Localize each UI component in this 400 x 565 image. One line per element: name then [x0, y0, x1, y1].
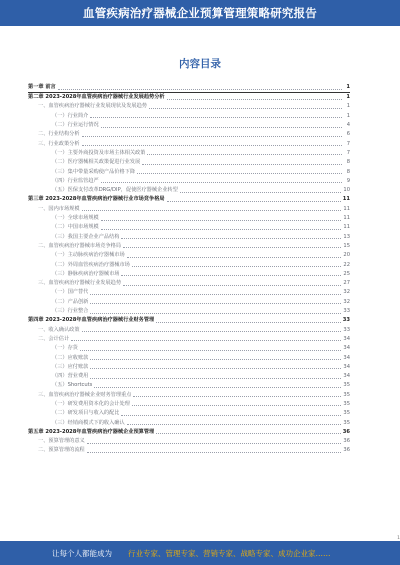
toc-entry[interactable] [28, 195, 350, 204]
footer-roles: 行业专家、管理专家、营销专家、战略专家、成功企业家…… [128, 548, 331, 558]
toc-entry[interactable] [28, 232, 350, 241]
toc-entry-title: （五）医保支付改革DRG/DIP，促使医疗器械企业转型 [52, 187, 178, 194]
toc-entry-page: 35 [343, 391, 350, 398]
toc-entry-page: 7 [346, 140, 350, 147]
toc-entry-title: （五）Shortcuts [52, 382, 93, 389]
toc-leader-dots [90, 117, 342, 118]
toc-leader-dots [87, 443, 342, 444]
toc-entry[interactable] [28, 279, 350, 288]
toc-entry-title: （一）主要外商投资及市场主体相关政策 [52, 149, 146, 156]
toc-leader-dots [149, 108, 342, 109]
toc-entry-page: 1 [346, 112, 350, 119]
toc-entry-page: 11 [343, 215, 350, 222]
toc-leader-dots [147, 154, 342, 155]
toc-entry-title: 第三章 2023-2028年血管疾病治疗器械行业市场竞争格局 [28, 196, 165, 203]
toc-leader-dots [90, 359, 341, 360]
toc-entry[interactable] [28, 251, 350, 260]
toc-entry-title: （一）国产替代 [52, 289, 89, 296]
toc-leader-dots [101, 127, 342, 128]
toc-leader-dots [82, 145, 342, 146]
toc-entry-title: （一）主动脉疾病治疗器械市场 [52, 252, 125, 259]
toc-entry[interactable] [28, 297, 350, 306]
toc-leader-dots [133, 396, 341, 397]
toc-leader-dots [90, 313, 341, 314]
toc-entry-title: 二、行业结构分析 [38, 131, 80, 138]
toc-leader-dots [132, 405, 342, 406]
toc-leader-dots [90, 378, 341, 379]
toc-entry-page: 22 [343, 261, 350, 268]
toc-entry-title: 二、会计估计 [38, 335, 70, 342]
toc-entry-title: （二）医疗器械相关政策促进行业发展 [52, 159, 141, 166]
toc-leader-dots [123, 285, 341, 286]
toc-entry[interactable] [28, 149, 350, 158]
footer-slogan: 让每个人都能成为 [52, 548, 112, 558]
toc-leader-dots [137, 173, 342, 174]
toc-entry[interactable] [28, 130, 350, 139]
toc-entry-title: 第四章 2023-2028年血管疾病治疗器械行业财务管理 [28, 317, 155, 324]
toc-entry-page: 11 [343, 205, 350, 212]
toc-leader-dots [101, 229, 342, 230]
toc-entry-title: （三）集中带量采购使产品价格下降 [52, 168, 136, 175]
toc-entry[interactable] [28, 418, 350, 427]
toc-entry-title: （二）研发项目与收入的配比 [52, 410, 120, 417]
toc-leader-dots [167, 99, 342, 100]
toc-entry-page: 36 [342, 428, 350, 435]
toc-entry[interactable] [28, 270, 350, 279]
toc-entry[interactable] [28, 242, 350, 251]
toc-entry-page: 15 [343, 242, 350, 249]
toc-entry[interactable] [28, 344, 350, 353]
toc-entry-page: 25 [343, 270, 350, 277]
toc-entry[interactable] [28, 121, 350, 130]
toc-entry[interactable] [28, 288, 350, 297]
toc-entry-title: （一）研发费用资本化的会计处理 [52, 400, 130, 407]
toc-entry-page: 34 [343, 373, 350, 380]
toc-entry-title: （二）外周血管疾病治疗器械市场 [52, 261, 130, 268]
toc-leader-dots [58, 89, 342, 90]
toc-leader-dots [123, 247, 341, 248]
toc-entry[interactable] [28, 111, 350, 120]
toc-leader-dots [142, 164, 342, 165]
toc-entry-title: （二）产品创新 [52, 298, 89, 305]
toc-entry-page: 1 [346, 84, 350, 91]
toc-entry-page: 11 [343, 224, 350, 231]
toc-entry-title: （二）中国市场规模 [52, 224, 99, 231]
toc-entry[interactable] [28, 446, 350, 455]
toc-entry-page: 34 [343, 363, 350, 370]
toc-entry-title: （四）行业监管趋严 [52, 177, 99, 184]
report-title: 血管疾病治疗器械企业预算管理策略研究报告 [83, 6, 317, 20]
toc-entry-page: 35 [343, 410, 350, 417]
toc-entry-page: 33 [343, 326, 350, 333]
toc-entry-title: 第二章 2023-2028年血管疾病治疗器械行业发展趋势分析 [28, 94, 165, 101]
toc-entry-page: 4 [346, 122, 350, 129]
toc-entry[interactable] [28, 102, 350, 111]
toc-leader-dots [101, 182, 342, 183]
toc-leader-dots [127, 424, 342, 425]
toc-entry-page: 35 [343, 419, 350, 426]
toc-entry-title: 第五章 2023-2028年血管疾病治疗器械企业预算管理 [28, 428, 155, 435]
toc-entry[interactable] [28, 186, 350, 195]
toc-entry-title: （一）全球市场规模 [52, 215, 99, 222]
toc-leader-dots [94, 387, 341, 388]
toc-leader-dots [101, 220, 342, 221]
toc-entry-page: 11 [342, 196, 350, 203]
toc-leader-dots [90, 294, 341, 295]
toc-leader-dots [80, 350, 341, 351]
toc-entry-title: 三、血管疾病治疗器械行业发展趋势 [38, 280, 122, 287]
toc-entry[interactable] [28, 83, 350, 92]
toc-entry-page: 36 [343, 447, 350, 454]
toc-entry[interactable] [28, 335, 350, 344]
toc-entry-page: 34 [343, 354, 350, 361]
toc-entry-title: （二）应收账款 [52, 354, 89, 361]
toc-entry[interactable] [28, 316, 350, 325]
toc-entry-page: 8 [346, 168, 350, 175]
toc-leader-dots [90, 368, 341, 369]
toc-entry-title: 二、血管疾病治疗器械市场竞争格局 [38, 242, 122, 249]
toc-leader-dots [71, 340, 341, 341]
toc-entry[interactable] [28, 400, 350, 409]
toc-entry[interactable] [28, 381, 350, 390]
page-header [0, 0, 400, 26]
toc-entry-page: 33 [342, 317, 350, 324]
toc-entry-title: （三）应付账款 [52, 363, 89, 370]
toc-entry-title: （二）行业运行情况 [52, 122, 99, 129]
toc-entry-title: 一、国内市场规模 [38, 205, 80, 212]
table-of-contents [28, 83, 350, 455]
page-footer [0, 541, 400, 565]
toc-leader-dots [121, 275, 341, 276]
toc-leader-dots [82, 331, 342, 332]
toc-leader-dots [167, 201, 341, 202]
toc-entry[interactable] [28, 93, 350, 102]
toc-entry-title: 一、血管疾病治疗器械行业发展现状及发展趋势 [38, 103, 147, 110]
toc-entry[interactable] [28, 139, 350, 148]
toc-leader-dots [127, 257, 342, 258]
toc-entry-page: 35 [343, 400, 350, 407]
toc-entry-page: 35 [343, 382, 350, 389]
toc-entry-title: （三）行业整合 [52, 308, 89, 315]
toc-leader-dots [121, 415, 341, 416]
toc-entry-title: 第一章 前言 [28, 84, 56, 91]
toc-entry-page: 27 [343, 280, 350, 287]
toc-leader-dots [82, 210, 342, 211]
toc-entry-page: 7 [346, 149, 350, 156]
toc-heading: 内容目录 [179, 58, 221, 70]
toc-entry-page: 13 [343, 233, 350, 240]
toc-entry[interactable] [28, 353, 350, 362]
toc-entry-title: （三）我国主要企业产品结构 [52, 233, 120, 240]
toc-entry-page: 8 [346, 159, 350, 166]
toc-entry-page: 36 [343, 438, 350, 445]
toc-entry[interactable] [28, 428, 350, 437]
toc-leader-dots [132, 266, 342, 267]
toc-entry-page: 10 [343, 187, 350, 194]
toc-leader-dots [180, 192, 342, 193]
toc-entry[interactable] [28, 372, 350, 381]
toc-entry[interactable] [28, 409, 350, 418]
toc-leader-dots [156, 433, 341, 434]
toc-entry[interactable] [28, 363, 350, 372]
toc-entry-page: 32 [343, 289, 350, 296]
toc-entry-page: 6 [346, 131, 350, 138]
toc-entry-title: 一、收入确认政策 [38, 326, 80, 333]
toc-leader-dots [156, 322, 341, 323]
toc-entry-page: 20 [343, 252, 350, 259]
toc-entry-title: 三、血管疾病治疗器械企业财务管理重点 [38, 391, 132, 398]
toc-entry-page: 9 [346, 177, 350, 184]
toc-entry-page: 1 [346, 94, 350, 101]
toc-entry-page: 1 [346, 103, 350, 110]
toc-entry[interactable] [28, 177, 350, 186]
toc-leader-dots [82, 136, 342, 137]
toc-entry-title: 一、预算管理的意义 [38, 438, 85, 445]
toc-entry-title: 二、预算管理的流程 [38, 447, 85, 454]
toc-entry-title: （三）经销商模式下的收入确认 [52, 419, 125, 426]
toc-entry[interactable] [28, 307, 350, 316]
toc-entry-title: （四）营业费用 [52, 373, 89, 380]
toc-entry[interactable] [28, 260, 350, 269]
toc-entry[interactable] [28, 437, 350, 446]
page-number: 1 [397, 536, 400, 541]
toc-entry-page: 34 [343, 345, 350, 352]
toc-entry-page: 34 [343, 335, 350, 342]
toc-entry-title: （一）行业简介 [52, 112, 89, 119]
toc-leader-dots [87, 452, 342, 453]
toc-entry[interactable] [28, 204, 350, 213]
toc-entry-page: 32 [343, 298, 350, 305]
toc-leader-dots [90, 303, 341, 304]
toc-entry[interactable] [28, 167, 350, 176]
toc-entry[interactable] [28, 223, 350, 232]
toc-entry-title: 三、行业政策分析 [38, 140, 80, 147]
toc-entry[interactable] [28, 214, 350, 223]
toc-entry-page: 33 [343, 308, 350, 315]
toc-entry-title: （一）存货 [52, 345, 78, 352]
toc-entry[interactable] [28, 325, 350, 334]
toc-entry[interactable] [28, 390, 350, 399]
toc-entry-title: （三）静脉疾病治疗器械市场 [52, 270, 120, 277]
toc-leader-dots [121, 238, 341, 239]
toc-entry[interactable] [28, 158, 350, 167]
